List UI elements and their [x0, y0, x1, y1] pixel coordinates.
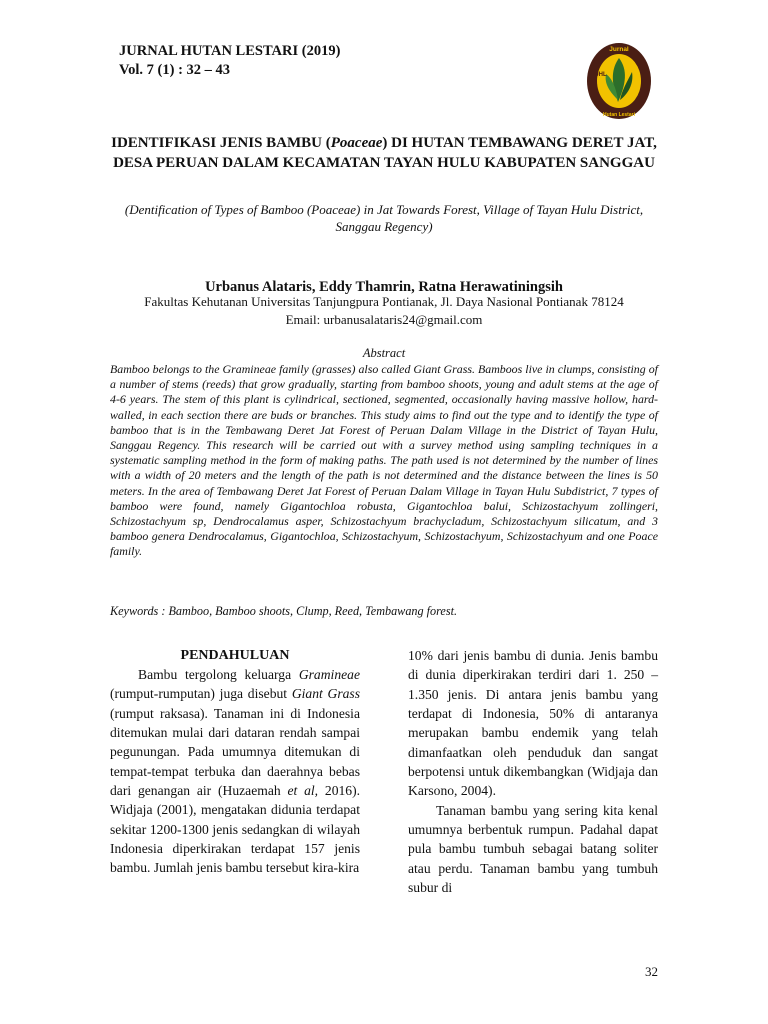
keywords: Keywords : Bamboo, Bamboo shoots, Clump, Reed, Tembawang forest. [110, 604, 457, 618]
abstract-heading: Abstract [362, 346, 406, 360]
logo-text-bottom: Hutan Lestari [603, 112, 635, 118]
logo-text-top: Jurnal [609, 46, 629, 53]
left-column [110, 646, 360, 878]
paper-title: IDENTIFIKASI JENIS BAMBU (Poaceae) DI HUTAN TEMBAWANG DERET JAT, DESA PERUAN DALAM KECAMATAN TAYAN HULU KABUPATEN SANGGAU [111, 135, 657, 171]
intro-paragraph-1-cont: 10% dari jenis bambu di dunia. Jenis bambu di dunia diperkirakan terdiri dari 1. 250 –1.350 jenis. Di antara jenis bambu yang terdapat di Indonesia, 50% di antaranya merupakan bambu endemik yang telah dimanfaatkan oleh penduduk dan sangat berpotensi untuk dikembangkan (Widjaja dan Karsono, 2004). [408, 648, 658, 799]
journal-logo [584, 40, 654, 122]
logo-text-mid: JHL [595, 72, 607, 78]
intro-paragraph-2: Tanaman bambu yang sering kita kenal umumnya berbentuk rumpun. Padahal dapat pula bambu tumbuh sebagai batang soliter atau perdu. Tanaman bambu yang tumbuh subur di [408, 802, 658, 896]
author-email: Email: urbanusalataris24@gmail.com [285, 312, 483, 327]
authors: Urbanus Alataris, Eddy Thamrin, Ratna Herawatiningsih [205, 279, 563, 295]
page-number: 32 [645, 964, 658, 979]
right-column [408, 646, 658, 897]
paper-subtitle: (Dentification of Types of Bamboo (Poaceae) in Jat Towards Forest, Village of Tayan Hulu District, Sanggau Regency) [124, 202, 644, 234]
section-heading: PENDAHULUAN [180, 648, 290, 663]
intro-paragraph-1: Bambu tergolong keluarga Gramineae (rumput-rumputan) juga disebut Giant Grass (rumput raksasa). Tanaman ini di Indonesia ditemukan mulai dari dataran rendah sampai pegunungan. Pada umumnya ditemukan di tempat-tempat terbuka dan daerahnya bebas dari genangan air (Huzaemah et al, 2016). Widjaja (2001), mengatakan didunia terdapat sekitar 1200-1300 jenis sedangkan di wilayah Indonesia diperkirakan terdapat 157 jenis bambu. Jumlah jenis bambu tersebut kira-kira [110, 667, 361, 876]
journal-name: JURNAL HUTAN LESTARI (2019) [119, 43, 341, 59]
journal-header [119, 42, 340, 80]
journal-volume: Vol. 7 (1) : 32 – 43 [119, 62, 231, 78]
abstract-text: Bamboo belongs to the Gramineae family (grasses) also called Giant Grass. Bamboos live in clumps, consisting of a number of stems (reeds) that grow gradually, starting from bamboo shoots, young and adult stems at the age of 4-6 years. The stem of this plant is cylindrical, sectioned, segmented, occasionally having massive hollow, hard-walled, in each section there are buds or branches. This study aims to find out the type and to identify the type of bamboo that is in the Tembawang Deret Jat Forest of Peruan Dalam Village in the District of Tayan Hulu, Sanggau Regency. This research will be carried out with a survey method using sampling techniques in a systematic sampling method in the form of making paths. The path used is not determined by the number of lines with a width of 20 meters and the length of the path is not determined and the distance between the lines is 50 meters. In the area of Tembawang Deret Jat Forest of Peruan Dalam Village in Tayan Hulu Subdistrict, 7 types of bamboo were found, namely Gigantochloa robusta, Gigantochloa balui, Schizostachyum zollingeri, Schizostachyum sp, Dendrocalamus asper, Schizostachyum brachycladum, Schizostachyum silicatum, and 3 bamboo genera Dendrocalamus, Gigantochloa, Schizostachyum, Schizostachyum, Schizostachyum and one Poace family. [110, 362, 658, 559]
affiliation: Fakultas Kehutanan Universitas Tanjungpura Pontianak, Jl. Daya Nasional Pontianak 78124 [144, 294, 624, 309]
